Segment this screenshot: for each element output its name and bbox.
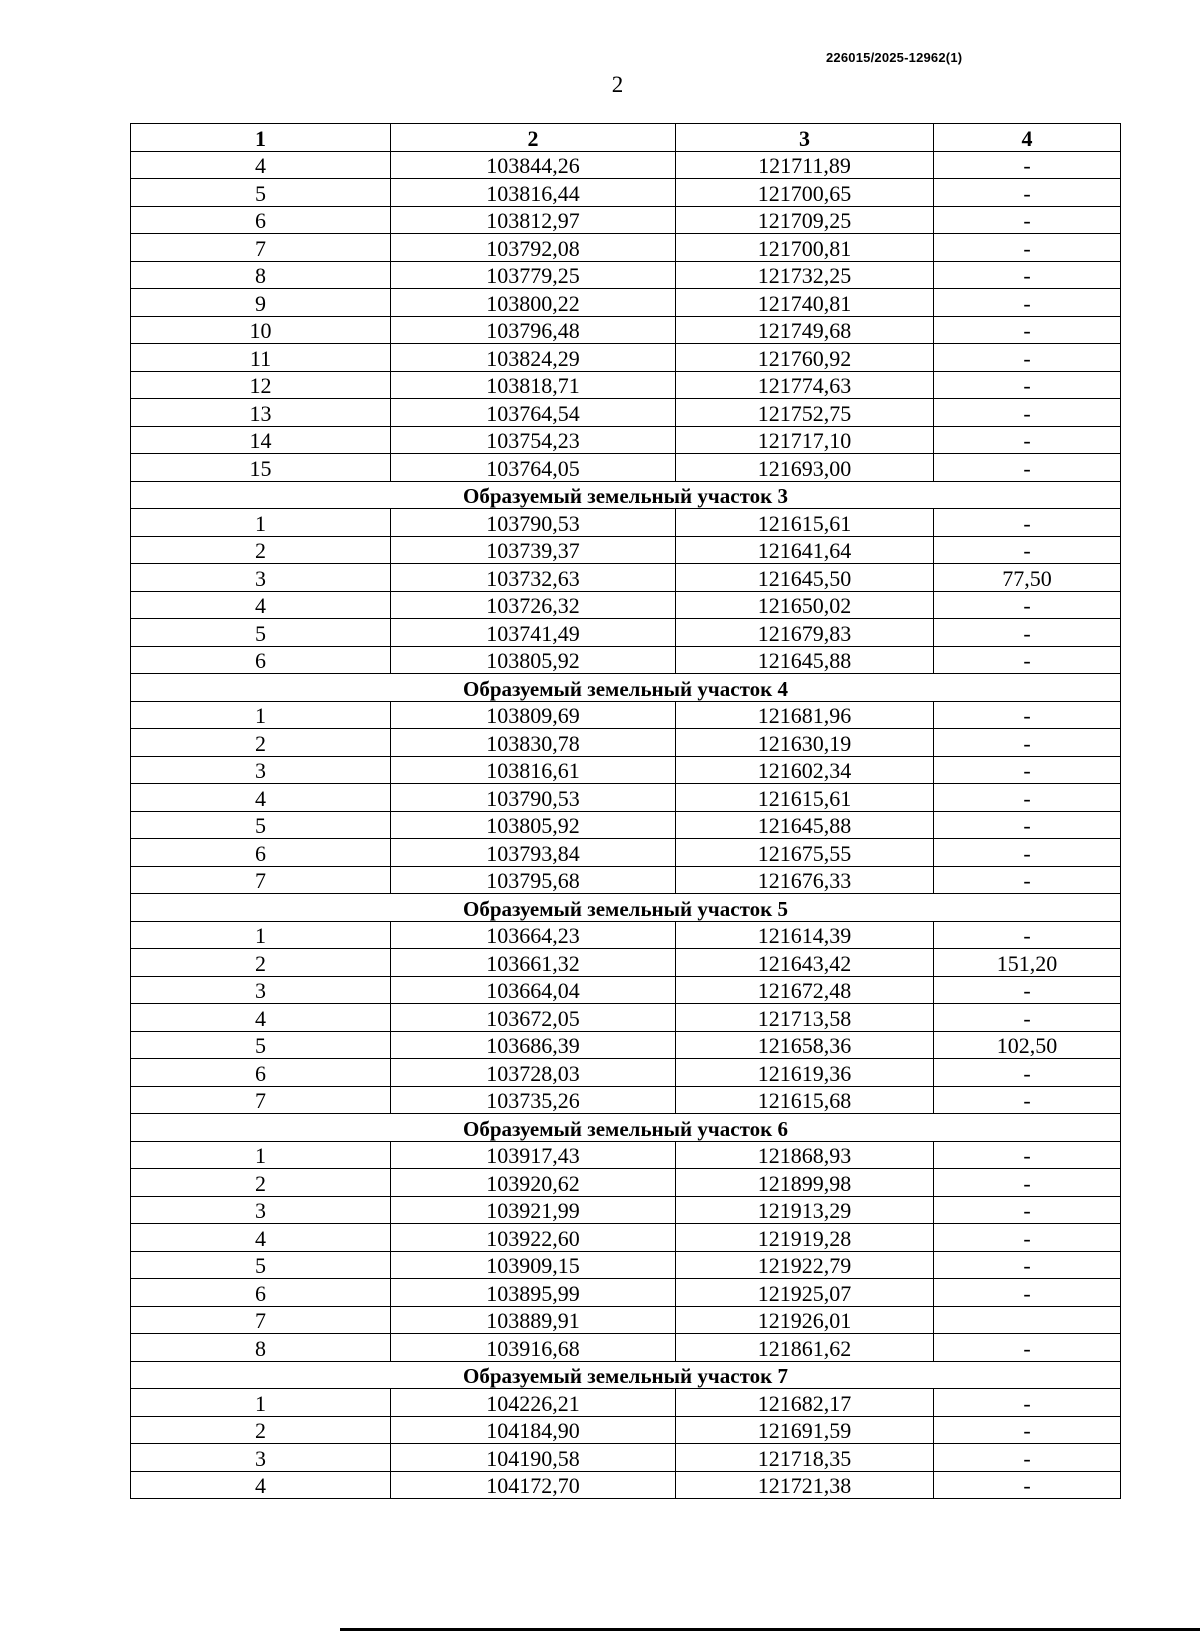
y-coordinate-cell: 121760,92 [676, 344, 934, 372]
point-number-cell: 4 [131, 1004, 391, 1032]
table-header-row [131, 124, 1121, 152]
point-number-cell: 3 [131, 564, 391, 592]
point-number-cell: 5 [131, 179, 391, 207]
x-coordinate-cell: 103726,32 [391, 591, 676, 619]
value-cell: - [934, 619, 1121, 647]
table-row [131, 1416, 1121, 1444]
y-coordinate-cell: 121682,17 [676, 1389, 934, 1417]
value-cell: - [934, 316, 1121, 344]
x-coordinate-cell: 103661,32 [391, 949, 676, 977]
table-row [131, 1141, 1121, 1169]
point-number-cell: 4 [131, 1224, 391, 1252]
table-row [131, 811, 1121, 839]
point-number-cell: 8 [131, 1334, 391, 1362]
x-coordinate-cell: 103793,84 [391, 839, 676, 867]
point-number-cell: 11 [131, 344, 391, 372]
table-row [131, 1444, 1121, 1472]
y-coordinate-cell: 121700,65 [676, 179, 934, 207]
x-coordinate-cell: 103920,62 [391, 1169, 676, 1197]
table-row [131, 1224, 1121, 1252]
value-cell: - [934, 1196, 1121, 1224]
column-header: 3 [676, 124, 934, 152]
section-title: Образуемый земельный участок 4 [131, 674, 1121, 702]
point-number-cell: 1 [131, 1389, 391, 1417]
value-cell: - [934, 866, 1121, 894]
point-number-cell: 8 [131, 261, 391, 289]
point-number-cell: 7 [131, 234, 391, 262]
table-row [131, 1196, 1121, 1224]
table-row [131, 564, 1121, 592]
table-row [131, 1471, 1121, 1499]
table-row [131, 1059, 1121, 1087]
table-row [131, 426, 1121, 454]
value-cell: - [934, 289, 1121, 317]
y-coordinate-cell: 121619,36 [676, 1059, 934, 1087]
y-coordinate-cell: 121774,63 [676, 371, 934, 399]
value-cell: - [934, 756, 1121, 784]
x-coordinate-cell: 103732,63 [391, 564, 676, 592]
table-row [131, 866, 1121, 894]
value-cell: - [934, 811, 1121, 839]
value-cell: - [934, 536, 1121, 564]
x-coordinate-cell: 103816,44 [391, 179, 676, 207]
y-coordinate-cell: 121922,79 [676, 1251, 934, 1279]
x-coordinate-cell: 104172,70 [391, 1471, 676, 1499]
x-coordinate-cell: 103816,61 [391, 756, 676, 784]
x-coordinate-cell: 103889,91 [391, 1306, 676, 1334]
point-number-cell: 2 [131, 536, 391, 564]
value-cell: - [934, 261, 1121, 289]
x-coordinate-cell: 104184,90 [391, 1416, 676, 1444]
point-number-cell: 3 [131, 756, 391, 784]
y-coordinate-cell: 121645,50 [676, 564, 934, 592]
section-title: Образуемый земельный участок 5 [131, 894, 1121, 922]
table-row [131, 646, 1121, 674]
value-cell: 77,50 [934, 564, 1121, 592]
y-coordinate-cell: 121645,88 [676, 811, 934, 839]
value-cell: - [934, 646, 1121, 674]
x-coordinate-cell: 103664,23 [391, 921, 676, 949]
x-coordinate-cell: 103672,05 [391, 1004, 676, 1032]
document-reference-number: 226015/2025-12962(1) [826, 50, 963, 65]
table-row [131, 839, 1121, 867]
point-number-cell: 1 [131, 701, 391, 729]
x-coordinate-cell: 103921,99 [391, 1196, 676, 1224]
point-number-cell: 12 [131, 371, 391, 399]
point-number-cell: 5 [131, 811, 391, 839]
point-number-cell: 3 [131, 1444, 391, 1472]
point-number-cell: 15 [131, 454, 391, 482]
value-cell: - [934, 1086, 1121, 1114]
table-row [131, 1031, 1121, 1059]
x-coordinate-cell: 103792,08 [391, 234, 676, 262]
x-coordinate-cell: 104190,58 [391, 1444, 676, 1472]
point-number-cell: 3 [131, 976, 391, 1004]
y-coordinate-cell: 121899,98 [676, 1169, 934, 1197]
x-coordinate-cell: 103664,04 [391, 976, 676, 1004]
y-coordinate-cell: 121630,19 [676, 729, 934, 757]
y-coordinate-cell: 121650,02 [676, 591, 934, 619]
table-row [131, 1086, 1121, 1114]
table-row [131, 1251, 1121, 1279]
section-title: Образуемый земельный участок 7 [131, 1361, 1121, 1389]
table-row [131, 729, 1121, 757]
x-coordinate-cell: 103686,39 [391, 1031, 676, 1059]
table-row [131, 1306, 1121, 1334]
table-row [131, 371, 1121, 399]
value-cell: - [934, 399, 1121, 427]
table-row [131, 289, 1121, 317]
point-number-cell: 7 [131, 866, 391, 894]
value-cell: - [934, 701, 1121, 729]
x-coordinate-cell: 103844,26 [391, 151, 676, 179]
section-title-row [131, 1361, 1121, 1389]
value-cell: - [934, 1059, 1121, 1087]
point-number-cell: 13 [131, 399, 391, 427]
y-coordinate-cell: 121868,93 [676, 1141, 934, 1169]
value-cell: - [934, 1279, 1121, 1307]
value-cell: - [934, 1141, 1121, 1169]
y-coordinate-cell: 121641,64 [676, 536, 934, 564]
x-coordinate-cell: 103764,54 [391, 399, 676, 427]
table-row [131, 976, 1121, 1004]
y-coordinate-cell: 121717,10 [676, 426, 934, 454]
value-cell: - [934, 234, 1121, 262]
value-cell: - [934, 206, 1121, 234]
point-number-cell: 6 [131, 646, 391, 674]
value-cell: - [934, 371, 1121, 399]
page-number: 2 [611, 72, 624, 97]
y-coordinate-cell: 121615,61 [676, 784, 934, 812]
y-coordinate-cell: 121732,25 [676, 261, 934, 289]
value-cell: - [934, 1444, 1121, 1472]
section-title: Образуемый земельный участок 6 [131, 1114, 1121, 1142]
x-coordinate-cell: 103764,05 [391, 454, 676, 482]
table-row [131, 619, 1121, 647]
table-row [131, 591, 1121, 619]
y-coordinate-cell: 121740,81 [676, 289, 934, 317]
table-row [131, 921, 1121, 949]
value-cell: - [934, 729, 1121, 757]
x-coordinate-cell: 103735,26 [391, 1086, 676, 1114]
point-number-cell: 2 [131, 1416, 391, 1444]
table-row [131, 151, 1121, 179]
coordinates-table-body [131, 124, 1121, 1499]
value-cell: - [934, 1251, 1121, 1279]
x-coordinate-cell: 103809,69 [391, 701, 676, 729]
y-coordinate-cell: 121676,33 [676, 866, 934, 894]
x-coordinate-cell: 103795,68 [391, 866, 676, 894]
table-row [131, 1169, 1121, 1197]
table-row [131, 316, 1121, 344]
table-row [131, 1389, 1121, 1417]
table-row [131, 399, 1121, 427]
value-cell: - [934, 344, 1121, 372]
point-number-cell: 6 [131, 1279, 391, 1307]
value-cell: - [934, 1169, 1121, 1197]
x-coordinate-cell: 103741,49 [391, 619, 676, 647]
value-cell: - [934, 1471, 1121, 1499]
value-cell: - [934, 454, 1121, 482]
value-cell: 151,20 [934, 949, 1121, 977]
column-header: 4 [934, 124, 1121, 152]
x-coordinate-cell: 104226,21 [391, 1389, 676, 1417]
y-coordinate-cell: 121926,01 [676, 1306, 934, 1334]
point-number-cell: 2 [131, 949, 391, 977]
point-number-cell: 4 [131, 784, 391, 812]
y-coordinate-cell: 121658,36 [676, 1031, 934, 1059]
table-row [131, 949, 1121, 977]
table-row [131, 454, 1121, 482]
y-coordinate-cell: 121643,42 [676, 949, 934, 977]
table-row [131, 1334, 1121, 1362]
value-cell: - [934, 151, 1121, 179]
point-number-cell: 4 [131, 591, 391, 619]
point-number-cell: 1 [131, 1141, 391, 1169]
point-number-cell: 6 [131, 206, 391, 234]
section-title-row [131, 1114, 1121, 1142]
coordinates-table [130, 123, 1121, 1499]
y-coordinate-cell: 121700,81 [676, 234, 934, 262]
y-coordinate-cell: 121749,68 [676, 316, 934, 344]
y-coordinate-cell: 121919,28 [676, 1224, 934, 1252]
table-row [131, 1279, 1121, 1307]
table-row [131, 344, 1121, 372]
value-cell: - [934, 921, 1121, 949]
y-coordinate-cell: 121861,62 [676, 1334, 934, 1362]
y-coordinate-cell: 121614,39 [676, 921, 934, 949]
value-cell: - [934, 839, 1121, 867]
x-coordinate-cell: 103796,48 [391, 316, 676, 344]
x-coordinate-cell: 103739,37 [391, 536, 676, 564]
x-coordinate-cell: 103812,97 [391, 206, 676, 234]
table-row [131, 234, 1121, 262]
table-row [131, 509, 1121, 537]
table-row [131, 179, 1121, 207]
value-cell: - [934, 509, 1121, 537]
y-coordinate-cell: 121675,55 [676, 839, 934, 867]
value-cell: - [934, 1416, 1121, 1444]
y-coordinate-cell: 121721,38 [676, 1471, 934, 1499]
x-coordinate-cell: 103790,53 [391, 784, 676, 812]
point-number-cell: 7 [131, 1086, 391, 1114]
value-cell: - [934, 976, 1121, 1004]
x-coordinate-cell: 103779,25 [391, 261, 676, 289]
table-row [131, 261, 1121, 289]
y-coordinate-cell: 121672,48 [676, 976, 934, 1004]
point-number-cell: 2 [131, 729, 391, 757]
x-coordinate-cell: 103895,99 [391, 1279, 676, 1307]
column-header: 2 [391, 124, 676, 152]
x-coordinate-cell: 103824,29 [391, 344, 676, 372]
y-coordinate-cell: 121709,25 [676, 206, 934, 234]
point-number-cell: 5 [131, 1251, 391, 1279]
value-cell: - [934, 591, 1121, 619]
x-coordinate-cell: 103818,71 [391, 371, 676, 399]
point-number-cell: 5 [131, 1031, 391, 1059]
point-number-cell: 14 [131, 426, 391, 454]
section-title-row [131, 894, 1121, 922]
y-coordinate-cell: 121913,29 [676, 1196, 934, 1224]
section-title-row [131, 481, 1121, 509]
table-row [131, 784, 1121, 812]
table-row [131, 1004, 1121, 1032]
y-coordinate-cell: 121691,59 [676, 1416, 934, 1444]
y-coordinate-cell: 121693,00 [676, 454, 934, 482]
point-number-cell: 9 [131, 289, 391, 317]
x-coordinate-cell: 103922,60 [391, 1224, 676, 1252]
y-coordinate-cell: 121711,89 [676, 151, 934, 179]
point-number-cell: 4 [131, 151, 391, 179]
x-coordinate-cell: 103790,53 [391, 509, 676, 537]
point-number-cell: 6 [131, 1059, 391, 1087]
x-coordinate-cell: 103830,78 [391, 729, 676, 757]
point-number-cell: 10 [131, 316, 391, 344]
x-coordinate-cell: 103916,68 [391, 1334, 676, 1362]
value-cell [934, 1306, 1121, 1334]
section-title: Образуемый земельный участок 3 [131, 481, 1121, 509]
point-number-cell: 7 [131, 1306, 391, 1334]
point-number-cell: 4 [131, 1471, 391, 1499]
table-row [131, 206, 1121, 234]
section-title-row [131, 674, 1121, 702]
x-coordinate-cell: 103909,15 [391, 1251, 676, 1279]
point-number-cell: 5 [131, 619, 391, 647]
point-number-cell: 3 [131, 1196, 391, 1224]
x-coordinate-cell: 103754,23 [391, 426, 676, 454]
value-cell: - [934, 179, 1121, 207]
column-header: 1 [131, 124, 391, 152]
y-coordinate-cell: 121645,88 [676, 646, 934, 674]
y-coordinate-cell: 121681,96 [676, 701, 934, 729]
y-coordinate-cell: 121752,75 [676, 399, 934, 427]
value-cell: 102,50 [934, 1031, 1121, 1059]
y-coordinate-cell: 121718,35 [676, 1444, 934, 1472]
y-coordinate-cell: 121925,07 [676, 1279, 934, 1307]
x-coordinate-cell: 103805,92 [391, 646, 676, 674]
point-number-cell: 1 [131, 509, 391, 537]
point-number-cell: 6 [131, 839, 391, 867]
value-cell: - [934, 1004, 1121, 1032]
table-row [131, 536, 1121, 564]
x-coordinate-cell: 103805,92 [391, 811, 676, 839]
table-row [131, 701, 1121, 729]
y-coordinate-cell: 121615,68 [676, 1086, 934, 1114]
y-coordinate-cell: 121679,83 [676, 619, 934, 647]
value-cell: - [934, 1334, 1121, 1362]
value-cell: - [934, 784, 1121, 812]
point-number-cell: 1 [131, 921, 391, 949]
y-coordinate-cell: 121615,61 [676, 509, 934, 537]
value-cell: - [934, 1389, 1121, 1417]
x-coordinate-cell: 103917,43 [391, 1141, 676, 1169]
point-number-cell: 2 [131, 1169, 391, 1197]
x-coordinate-cell: 103728,03 [391, 1059, 676, 1087]
value-cell: - [934, 426, 1121, 454]
x-coordinate-cell: 103800,22 [391, 289, 676, 317]
y-coordinate-cell: 121713,58 [676, 1004, 934, 1032]
table-row [131, 756, 1121, 784]
value-cell: - [934, 1224, 1121, 1252]
scan-edge-line [340, 1628, 1200, 1631]
y-coordinate-cell: 121602,34 [676, 756, 934, 784]
